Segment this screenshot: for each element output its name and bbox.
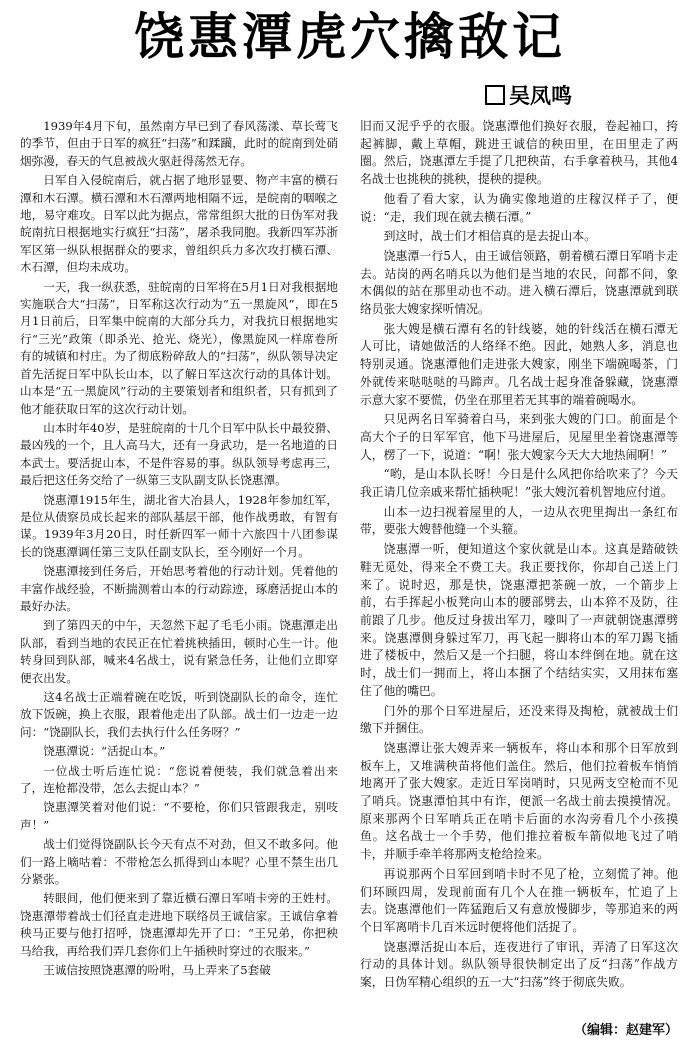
paragraph: “哟，是山本队长呀！今日是什么风把你给吹来了？今天我正请几位亲戚来帮忙插秧呢！”张大嫂沉着机智地应付道。	[360, 467, 678, 500]
paragraph: 饶惠潭接到任务后，开始思考着他的行动计划。凭着他的丰富作战经验，不断揣测着山本的行动踪迹，琢磨活捉山本的最好办法。	[20, 564, 338, 613]
paragraph: 到这时，战士们才相信真的是去捉山本。	[383, 229, 596, 244]
paragraph: 山本时年40岁，是驻皖南的十几个日军中队长中最狡猾、最凶残的一个，且人高马大，还有一身武功，是一名地道的日本武士。要活捉山本，不是件容易的事。纵队领导考虑再三，最后把这任务交给了一纵第三支队副支队长饶惠潭。	[20, 420, 338, 488]
author-byline	[485, 80, 572, 110]
paragraph: 再说那两个日军回到哨卡时不见了枪，立刻慌了神。他们环顾四周，发现前面有几个人在推一辆板车，忙追了上去。饶惠潭他们一阵猛跑后又有意放慢脚步，等那追来的两个日军离哨卡几百米远时便将他们活捉了。	[360, 866, 678, 934]
paragraph: 张大嫂是横石潭有名的针线婆，她的针线活在横石潭无人可比，请她做活的人络绎不绝。因此，她熟人多，消息也特别灵通。饶惠潭他们走进张大嫂家，刚坐下端碗喝茶，门外就传来哒哒哒的马蹄声。几名战士起身准备躲藏，饶惠潭示意大家不要慌，仍坐在那里若无其事的端着碗喝水。	[360, 321, 678, 407]
article-column-right	[360, 118, 678, 994]
paragraph: 战士们觉得饶副队长今天有点不对劲，但又不敢多问。他们一路上嘀咕着：不带枪怎么抓得到山本呢？心里不禁生出几分紧张。	[20, 837, 338, 887]
paragraph: 只见两名日军骑着白马，来到张大嫂的门口。前面是个高大个子的日军军官，他下马进屋后，见屋里坐着饶惠潭等人，楞了一下，说道：“啊！张大嫂家今天大大地热闹啊！”	[360, 412, 678, 462]
paragraph: 门外的那个日军进屋后，还没来得及掏枪，就被战士们缴下并捆住。	[360, 703, 678, 736]
paragraph: 一位战士听后连忙说：“您说着便装，我们就急着出来了，连枪都没带，怎么去捉山本？”	[20, 763, 338, 796]
paragraph: 转眼间，他们便来到了靠近横石潭日军哨卡旁的王姓村。饶惠潭带着战士们径直走进地下联络员王诚信家。王诚信拿着秧马正要与他打招呼，饶惠潭却先开了口：“王兄弟，你把秧马给我，再给我们弄几套你们上午插秧时穿过的衣服来。”	[20, 891, 338, 958]
editor-credit: （编辑：赵建军）	[573, 1023, 678, 1038]
paragraph: 这4名战士正端着碗在吃饭，听到饶副队长的命令，连忙放下饭碗，换上衣服，跟着他走出了队部。战士们一边走一边问：“饶副队长，我们去执行什么任务呀？”	[20, 690, 338, 739]
paragraph: 到了第四天的中午，天忽然下起了毛毛小雨。饶惠潭走出队部，看到当地的农民正在忙着挑秧插田，顿时心生一计。他转身回到队部，喊来4名战士，说有紧急任务，让他们立即穿便衣出发。	[20, 618, 338, 685]
author-name: 吴凤鸣	[509, 84, 572, 108]
paragraph: 旧而又泥乎乎的衣服。饶惠潭他们换好衣服，卷起袖口，挎起裤脚，戴上草帽，跳进王诚信的秧田里，在田里走了两圈。然后，饶惠潭左手提了几把秧苗，右手拿着秧马，其他4名战士也挑秧的挑秧，提秧的提秧。	[360, 119, 678, 187]
paragraph: 山本一边扫视着屋里的人，一边从衣兜里掏出一条红布带，要张大嫂替他缝一个头箍。	[360, 504, 678, 537]
paragraph: 饶惠潭一行5人，由王诚信领路，朝着横石潭日军哨卡走去。站岗的两名哨兵以为他们是当地的农民，问都不问，象木偶似的站在那里动也不动。进入横石潭后，饶惠潭就到联络员张大嫂家探听情况。	[360, 248, 678, 317]
paragraph: 饶惠潭让张大嫂弄来一辆板车，将山本和那个日军放到板车上，又堆满秧苗将他们盖住。然后，他们拉着板车悄悄地离开了张大嫂家。走近日军岗哨时，只见两支空枪而不见了哨兵。饶惠潭怕其中有诈，便派一名战士前去摸摸情况。原来那两个日军哨兵正在哨卡后面的水沟旁看几个小孩摸鱼。这名战士一个手势，他们推拉着板车箭似地飞过了哨卡，并顺手牵羊将那两支枪给捡来。	[360, 740, 678, 862]
paragraph: 王诚信按照饶惠潭的吩咐，马上弄来了5套破	[43, 963, 271, 978]
paragraph: 1939年4月下旬，虽然南方早已到了春风荡漾、草长莺飞的季节，但由于日军的疯狂“扫荡”和蹂躏，此时的皖南到处硝烟弥漫，春天的气息被战火驱赶得荡然无存。	[20, 119, 338, 168]
paragraph: 饶惠潭活捉山本后，连夜进行了审讯，弄清了日军这次行动的具体计划。纵队领导很快制定出了反“扫荡”作战方案，日伪军精心组织的五一大“扫荡”终于彻底失败。	[360, 939, 678, 990]
paragraph: 他看了看大家，认为确实像地道的庄稼汉样子了，便说：“走，我们现在就去横石潭。”	[360, 191, 678, 224]
paragraph: 饶惠潭1915年生，湖北省大冶县人，1928年参加红军，是位从债察员成长起来的部队基层干部，他作战勇敢，有智有谋。1939年3月20日，时任新四军一师十六旅四十八团参谋长的饶惠潭调任第三支队任副支队长，至今刚好一个月。	[20, 492, 338, 559]
paragraph: 一天，我一纵获悉，驻皖南的日军将在5月1日对我根据地实施联合大“扫荡”，日军称这次行动为“五一黑旋风”，即在5月1日前后，日军集中皖南的大部分兵力，对我抗日根据地实行“三光”政策（即杀光、抢光、烧光），像黑旋风一样席卷所有的城镇和村庄。为了彻底粉碎敌人的“扫荡”，纵队领导决定首先活捉日军中队长山本，以了解日军这次行动的具体计划。山本是“五一黑旋风”行动的主要策划者和组织者，只有抓到了他才能获取日军的这次行动计划。	[20, 279, 338, 416]
byline-box-icon	[485, 85, 505, 105]
paragraph: 饶惠潭一听，便知道这个家伙就是山本。这真是踏破铁鞋无觅处，得来全不费工夫。我正要找你，你却自己送上门来了。说时迟，那是快，饶惠潭把茶碗一放，一个箭步上前，右手挥起小板凳向山本的腰部劈去，山本猝不及防，往前踉了几步。他反过身拔出军刀，嚎叫了一声就朝饶惠潭劈来。饶惠潭侧身躲过军刀，再飞起一脚将山本的军刀踢飞插进了楼板中，然后又是一个扫腿，将山本绊倒在地。就在这时，战士们一拥而上，将山本捆了个结结实实，又用抹布塞住了他的嘴巴。	[360, 542, 678, 698]
article-title: 饶惠潭虎穴擒敌记	[134, 8, 566, 66]
paragraph: 饶惠潭笑着对他们说：“不要枪，你们只管跟我走，别吱声！”	[20, 800, 338, 832]
article-column-left	[20, 118, 338, 982]
paragraph: 饶惠潭说：“活捉山本。”	[43, 744, 166, 759]
paragraph: 日军自入侵皖南后，就占据了地形显要、物产丰富的横石潭和木石潭。横石潭和木石潭两地相隔不远，是皖南的咽喉之地，易守难攻。日军以此为据点，常常组织大批的日伪军对我皖南抗日根据地实行疯狂“扫荡”，屠杀我同胞。我新四军苏浙军区第一纵队根据群众的要求，曾组织兵力多次攻打横石潭、木石潭，但均未成功。	[20, 173, 338, 275]
